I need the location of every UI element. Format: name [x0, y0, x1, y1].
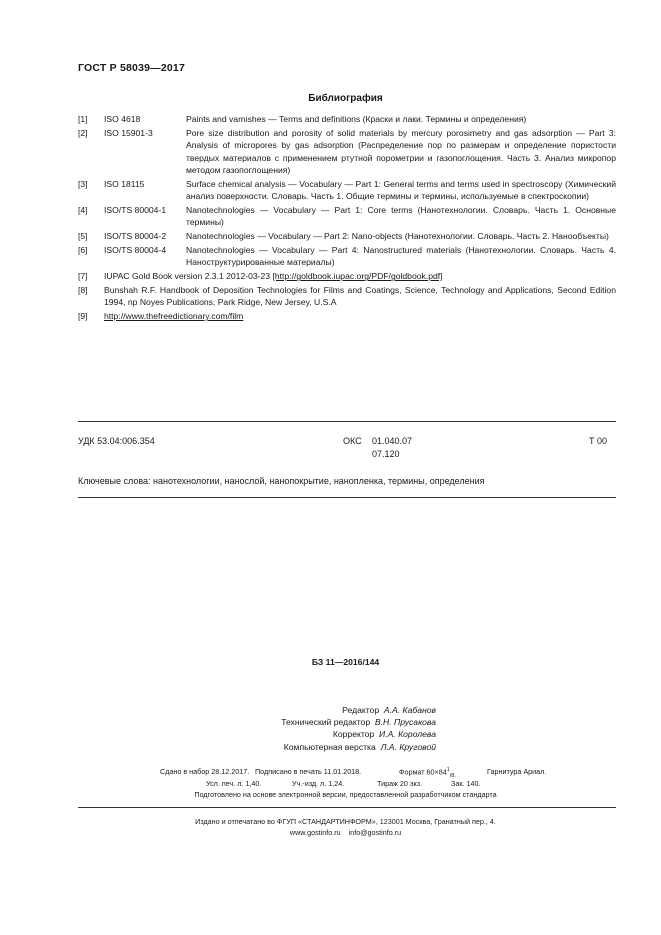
- imprint-typeface: Гарнитура Ариал.: [487, 767, 547, 776]
- bibliography-item: [78, 113, 616, 125]
- staff-name: И.А. Королева: [379, 729, 436, 740]
- item-number: [1]: [78, 114, 88, 124]
- item-code: ISO 15901-3: [104, 127, 153, 138]
- imprint-publisher: Издано и отпечатано во ФГУП «СТАНДАРТИНФОРМ», 123001 Москва, Гранатный пер., 4.: [195, 817, 496, 826]
- item-text: Nanotechnologies — Vocabulary — Part 2: Nano-objects (Нанотехнологии. Словарь. Часть 2. Нанообъекты): [186, 231, 609, 242]
- imprint-submitted: Сдано в набор 28.12.2017.: [160, 767, 250, 776]
- imprint-signed: Подписано в печать 11.01.2018.: [255, 767, 362, 776]
- format-sup: 1: [446, 767, 450, 773]
- bibliography-item: [78, 270, 616, 282]
- item-code: ISO/TS 80004-1: [104, 205, 167, 216]
- staff-role: Редактор: [342, 705, 380, 715]
- imprint-contacts: [0, 828, 661, 837]
- bibliography-item: [78, 284, 616, 309]
- imprint-order: Зак. 140.: [451, 779, 481, 788]
- item-number: [4]: [78, 205, 88, 216]
- item-code: ISO/TS 80004-4: [104, 245, 167, 256]
- item-text: Nanotechnologies — Vocabulary — Part 4: Nanostructured materials (Нанотехнологии. Словарь. Часть 4. Наноструктурированные материалы): [186, 245, 616, 268]
- imprint-prepared: Подготовлено на основе электронной версии, предоставленной разработчиком стандарта: [194, 790, 497, 799]
- item-number: [3]: [78, 178, 88, 189]
- publisher-email[interactable]: info@gostinfo.ru: [348, 828, 402, 837]
- bibliography-item: [78, 244, 616, 269]
- bibliography-item: [78, 230, 616, 242]
- keywords: Ключевые слова: нанотехнологии, нанослой, нанопокрытие, нанопленка, термины, определения: [78, 476, 485, 486]
- oks-code-2: 07.120: [372, 449, 400, 459]
- document-header: ГОСТ Р 58039—2017: [78, 62, 186, 74]
- item-text: [104, 310, 616, 322]
- t-code: Т 00: [589, 436, 608, 446]
- item-text: Surface chemical analysis — Vocabulary — Part 1: General terms and terms used in spectroscopy (Химический анализ поверхности. Словарь. Часть 1. Общие термины и термины, используемые в спектроскопии): [186, 178, 616, 202]
- item-number: [6]: [78, 245, 88, 256]
- staff-role: Технический редактор: [281, 717, 371, 728]
- item-text: Pore size distribution and porosity of solid materials by mercury porosimetry and gas adsorption — Part 3: Analysis of micropores by gas adsorption (Распределение пор по размерам и определение пористости твердых материалов с применением ртутной порометрии и газопоглощения. Часть 3. Анализ микропор методом газопоглощения): [186, 127, 616, 176]
- imprint-copies: Тираж 20 экз.: [377, 779, 423, 788]
- format-value: Формат 60×84: [399, 767, 447, 777]
- item-number: [2]: [78, 127, 88, 138]
- staff-list: [150, 704, 436, 753]
- bibliography-title: Библиография: [308, 93, 383, 104]
- item-text: Bunshah R.F. Handbook of Deposition Technologies for Films and Coatings, Science, Technology and Applications, Second Edition 1994, np Noyes Publications, Park Ridge, New Jersey, U.S.A: [104, 285, 616, 308]
- oks-label: ОКС: [343, 436, 362, 446]
- format-sub: /8.: [449, 772, 456, 779]
- bibliography-item: [78, 127, 616, 177]
- freedictionary-link[interactable]: http://www.thefreedictionary.com/film: [104, 311, 244, 322]
- staff-role: Компьютерная верстка: [283, 741, 376, 752]
- item-number: [8]: [78, 285, 88, 296]
- bibliography-list: [78, 113, 616, 324]
- divider-imprint: [78, 807, 616, 808]
- item-number: [7]: [78, 271, 88, 282]
- staff-row: [150, 728, 436, 740]
- staff-row: [150, 741, 436, 753]
- bibliography-item: [78, 204, 616, 229]
- item-text-main: IUPAC Gold Book version 2.3.1 2012-03-23: [104, 271, 273, 282]
- bibliography-item: [78, 178, 616, 203]
- bz-number: БЗ 11—2016/144: [311, 657, 380, 667]
- item-number: [9]: [78, 311, 88, 322]
- imprint-print-sheets: Усл. печ. л. 1,40.: [206, 779, 262, 788]
- goldbook-link[interactable]: [http://goldbook.iupac.org/PDF/goldbook.pdf]: [272, 271, 443, 282]
- bibliography-item: [78, 310, 616, 322]
- divider-keywords: [78, 497, 616, 498]
- item-number: [5]: [78, 231, 88, 242]
- staff-name: А.А. Кабанов: [383, 705, 436, 715]
- staff-role: Корректор: [332, 729, 375, 740]
- item-code: ISO 4618: [104, 114, 141, 124]
- oks-code-1: 01.040.07: [372, 436, 413, 446]
- staff-name: В.Н. Прусакова: [374, 717, 436, 728]
- item-text: Nanotechnologies — Vocabulary — Part 1: Core terms (Нанотехнологии. Словарь. Часть 1. Основные термины): [186, 205, 616, 228]
- item-code: ISO/TS 80004-2: [104, 231, 167, 242]
- staff-row: [150, 716, 436, 728]
- staff-row: [150, 704, 436, 716]
- staff-name: Л.А. Круговой: [380, 741, 436, 752]
- item-code: ISO 18115: [104, 178, 145, 189]
- divider-top: [78, 421, 616, 422]
- publisher-site[interactable]: www.gostinfo.ru: [289, 828, 341, 837]
- udk-code: УДК 53.04:006.354: [78, 436, 155, 446]
- imprint-format: [399, 767, 456, 779]
- item-text: Paints and varnishes — Terms and definitions (Краски и лаки. Термины и определения): [186, 114, 527, 124]
- item-text: [104, 270, 616, 282]
- imprint-edit-sheets: Уч.-изд. л. 1,24.: [292, 779, 345, 788]
